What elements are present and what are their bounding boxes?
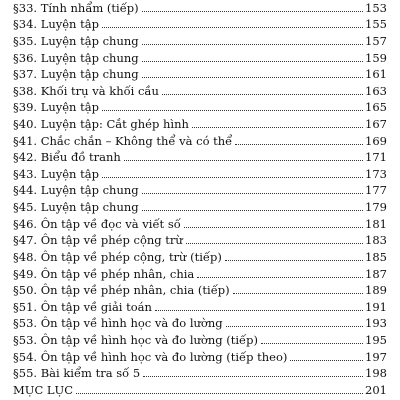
leader-dots	[162, 94, 363, 95]
toc-entry	[13, 84, 387, 98]
toc-entry	[13, 200, 387, 214]
toc-entry	[13, 100, 387, 114]
entry-page: 157	[365, 34, 387, 48]
entry-page: 193	[365, 316, 387, 330]
entry-page: 169	[365, 134, 387, 148]
leader-dots	[261, 343, 363, 344]
toc-entry	[13, 183, 387, 197]
entry-page: 167	[365, 117, 387, 131]
toc-entry	[13, 1, 387, 15]
toc-entry	[13, 233, 387, 247]
toc-entry	[13, 300, 387, 314]
entry-title: §41. Chắc chắn – Không thể và có thể	[13, 134, 233, 148]
entry-title: §46. Ôn tập về đọc và viết số	[13, 217, 181, 231]
entry-page: 185	[365, 250, 387, 264]
entry-title: §53. Ôn tập về hình học và đo lường (tiếp)	[13, 333, 258, 347]
entry-title: §42. Biểu đồ tranh	[13, 150, 121, 164]
entry-title: §51. Ôn tập về giải toán	[13, 300, 152, 314]
leader-dots	[102, 177, 363, 178]
entry-title: §50. Ôn tập về phép nhân, chia (tiếp)	[13, 283, 230, 297]
toc-entry	[13, 217, 387, 231]
entry-title: §53. Ôn tập về hình học và đo lường	[13, 316, 223, 330]
toc-entry	[13, 350, 387, 364]
toc-entry	[13, 117, 387, 131]
toc-entry	[13, 17, 387, 31]
leader-dots	[142, 210, 363, 211]
leader-dots	[76, 393, 363, 394]
entry-page: 179	[365, 200, 387, 214]
leader-dots	[142, 44, 363, 45]
leader-dots	[184, 227, 363, 228]
entry-title: §39. Luyện tập	[13, 100, 99, 114]
leader-dots	[142, 77, 363, 78]
toc-entry	[13, 150, 387, 164]
entry-title: §37. Luyện tập chung	[13, 67, 139, 81]
entry-page: 183	[365, 233, 387, 247]
leader-dots	[290, 360, 363, 361]
leader-dots	[102, 27, 363, 28]
leader-dots	[142, 193, 363, 194]
entry-title: §36. Luyện tập chung	[13, 51, 139, 65]
toc-entry	[13, 316, 387, 330]
entry-title: §44. Luyện tập chung	[13, 183, 139, 197]
entry-title: MỤC LỤC	[13, 383, 74, 397]
entry-page: 155	[365, 17, 387, 31]
toc-entry	[13, 366, 387, 380]
entry-page: 191	[365, 300, 387, 314]
entry-title: §54. Ôn tập về hình học và đo lường (tiếp theo)	[13, 350, 288, 364]
toc-entry	[13, 34, 387, 48]
leader-dots	[155, 310, 363, 311]
entry-page: 189	[365, 283, 387, 297]
leader-dots	[225, 260, 363, 261]
entry-title: §34. Luyện tập	[13, 17, 99, 31]
leader-dots	[124, 160, 363, 161]
leader-dots	[186, 243, 363, 244]
toc-entry	[13, 283, 387, 297]
leader-dots	[226, 326, 363, 327]
toc-entry	[13, 250, 387, 264]
entry-page: 201	[365, 383, 387, 397]
entry-page: 195	[365, 333, 387, 347]
leader-dots	[235, 144, 363, 145]
entry-title: §49. Ôn tập về phép nhân, chia	[13, 267, 195, 281]
leader-dots	[142, 61, 363, 62]
entry-page: 198	[365, 366, 387, 380]
leader-dots	[192, 127, 363, 128]
entry-page: 161	[365, 67, 387, 81]
entry-title: §40. Luyện tập: Cắt ghép hình	[13, 117, 189, 131]
entry-page: 173	[365, 167, 387, 181]
toc-entry	[13, 267, 387, 281]
toc-entry	[13, 51, 387, 65]
leader-dots	[143, 376, 363, 377]
entry-page: 163	[365, 84, 387, 98]
entry-title: §48. Ôn tập về phép cộng, trừ (tiếp)	[13, 250, 222, 264]
entry-title: §38. Khối trụ và khối cầu	[13, 84, 159, 98]
leader-dots	[142, 11, 363, 12]
toc-entry	[13, 333, 387, 347]
entry-title: §55. Bài kiểm tra số 5	[13, 366, 141, 380]
toc-entry	[13, 134, 387, 148]
entry-page: 165	[365, 100, 387, 114]
toc-entry	[13, 67, 387, 81]
entry-title: §47. Ôn tập về phép cộng trừ	[13, 233, 183, 247]
leader-dots	[197, 277, 363, 278]
leader-dots	[102, 110, 363, 111]
entry-title: §33. Tính nhẩm (tiếp)	[13, 1, 139, 15]
entry-title: §43. Luyện tập	[13, 167, 99, 181]
entry-page: 197	[365, 350, 387, 364]
leader-dots	[233, 293, 363, 294]
entry-page: 159	[365, 51, 387, 65]
entry-page: 153	[365, 1, 387, 15]
entry-page: 181	[365, 217, 387, 231]
entry-page: 177	[365, 183, 387, 197]
entry-page: 171	[365, 150, 387, 164]
entry-title: §45. Luyện tập chung	[13, 200, 139, 214]
entry-page: 187	[365, 267, 387, 281]
toc-entry	[13, 167, 387, 181]
toc-entry	[13, 383, 387, 397]
entry-title: §35. Luyện tập chung	[13, 34, 139, 48]
